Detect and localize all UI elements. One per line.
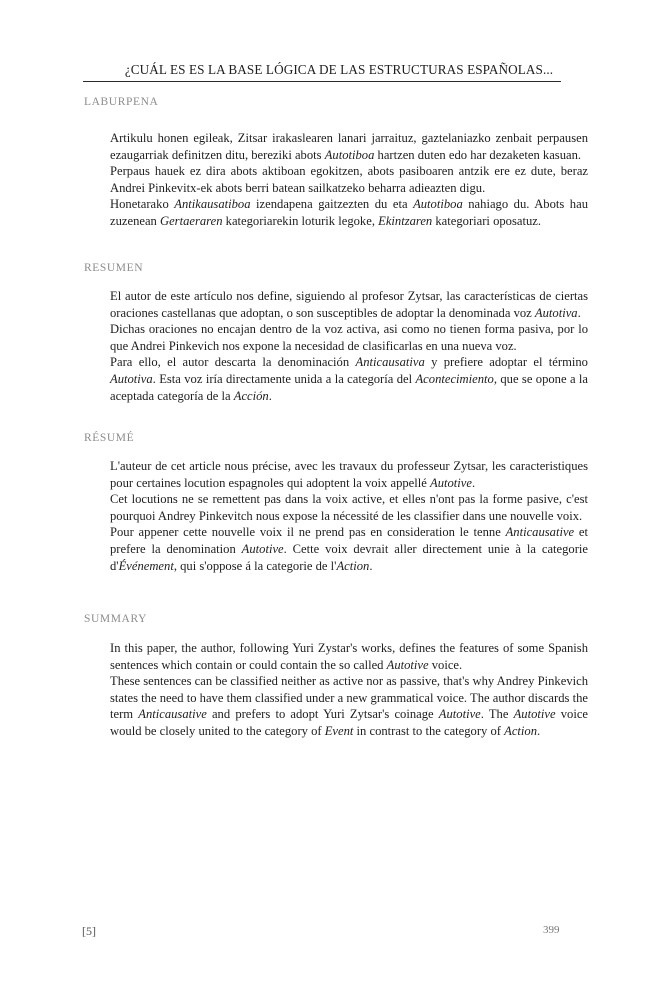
paragraph: L'auteur de cet article nous précise, avec les travaux du professeur Zytsar, les caracteristiques pour certaines locution espagnoles qui adoptent la voix appellé Autotive. xyxy=(110,459,588,490)
paragraph: These sentences can be classified neither as active nor as passive, that's why Andrey Pinkevich states the need to have them classified under a new grammatical voice. The author discards the term Anticausative and prefers to adopt Yuri Zytsar's coinage Autotive. The Autotive voice would be closely united to the category of Event in contrast to the category of Action. xyxy=(110,674,589,738)
running-head: ¿CUÁL ES ES LA BASE LÓGICA DE LAS ESTRUCTURAS ESPAÑOLAS... xyxy=(83,62,561,82)
italic-term: Acción xyxy=(233,388,269,403)
italic-term: Gertaeraren xyxy=(160,213,223,228)
italic-term: Anticausativa xyxy=(355,355,425,370)
italic-term: Autotiboa xyxy=(413,197,463,212)
italic-term: Event xyxy=(324,723,354,738)
italic-term: Événement xyxy=(118,558,174,573)
section-body-summary xyxy=(110,640,588,740)
footer-section-number: [5] xyxy=(82,924,96,938)
section-heading-summary: SUMMARY xyxy=(84,613,147,625)
page-number: 399 xyxy=(543,924,560,936)
section-body-resume xyxy=(110,458,588,574)
paragraph: Para ello, el autor descarta la denominación Anticausativa y prefiere adoptar el término Autotiva. Esta voz iría directamente unida a la categoría del Acontecimiento, que se opone a la aceptada categoría de la Acción. xyxy=(110,355,588,403)
paragraph: Honetarako Antikausatiboa izendapena gaitzezten du eta Autotiboa nahiago du. Abots hau zuzenean Gertaeraren kategoriarekin loturik legoke, Ekintzaren kategoriari oposatuz. xyxy=(110,197,588,228)
italic-term: Action xyxy=(336,558,370,573)
paragraph: Perpaus hauek ez dira abots aktiboan egokitzen, abots pasiboaren antzik ere ez dute, beraz Andrei Pinkevitx-ek abots berri batean sailkatzeko beharra adieazten digu. xyxy=(110,164,588,195)
italic-term: Acontecimiento xyxy=(415,371,494,386)
paragraph: Pour appener cette nouvelle voix il ne prend pas en consideration le tenne Anticausative et prefere la denomination Autotive. Cette voix devrait aller directement unie à la categorie d'Événement, qui s'oppose á la categorie de l'Action. xyxy=(110,525,589,573)
section-heading-resumen: RESUMEN xyxy=(84,262,144,274)
italic-term: Action xyxy=(504,723,538,738)
italic-term: Autotiva xyxy=(534,305,578,320)
italic-term: Anticausative xyxy=(505,525,575,540)
italic-term: Anticausative xyxy=(138,707,207,722)
paragraph: Artikulu honen egileak, Zitsar irakaslearen lanari jarraituz, gaztelaniazko zenbait perpausen ezaugarriak definitzen ditu, bereziki abots Autotiboa hartzen duten edo har dezaketen kasuan. xyxy=(110,131,588,162)
italic-term: Autotive xyxy=(438,707,481,722)
section-body-laburpena xyxy=(110,130,588,230)
italic-term: Autotive xyxy=(241,541,284,556)
italic-term: Autotive xyxy=(386,657,429,672)
italic-term: Autotive xyxy=(513,707,556,722)
italic-term: Antikausatiboa xyxy=(174,197,251,212)
section-heading-resume: RÉSUMÉ xyxy=(84,432,135,444)
italic-term: Autotive xyxy=(430,475,472,490)
italic-term: Autotiboa xyxy=(324,147,375,162)
italic-term: Ekintzaren xyxy=(378,213,433,228)
paragraph: El autor de este artículo nos define, siguiendo al profesor Zytsar, las características de ciertas oraciones castellanas que adoptan, o son susceptibles de adoptar la denominada voz Autotiva. xyxy=(110,289,588,320)
section-heading-laburpena: LABURPENA xyxy=(84,96,159,108)
paragraph: In this paper, the author, following Yuri Zystar's works, defines the features of some Spanish sentences which contain or could contain the so called Autotive voice. xyxy=(110,641,588,672)
paragraph: Dichas oraciones no encajan dentro de la voz activa, asi como no tienen forma pasiva, por lo que Andrei Pinkevich nos expone la necesidad de clasificarlas en una nueva voz. xyxy=(110,322,588,353)
italic-term: Autotiva xyxy=(110,371,153,386)
section-body-resumen xyxy=(110,288,588,404)
paragraph: Cet locutions ne se remettent pas dans la voix active, et elles n'ont pas la forme pasive, c'est pourquoi Andrey Pinkevitch nous expose la nécessité de les classifier dans une nouvelle voix. xyxy=(110,492,588,523)
